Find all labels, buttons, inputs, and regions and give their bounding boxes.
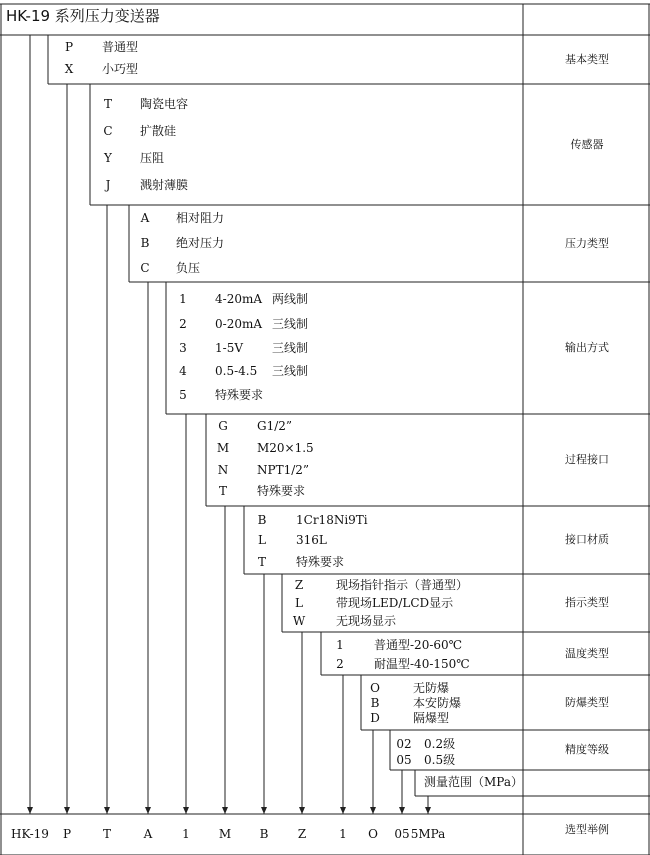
example-code: 5MPa [410, 827, 446, 841]
option-text: 测量范围（MPa） [424, 775, 523, 789]
example-code: O [368, 827, 378, 841]
option-code: O [370, 681, 380, 695]
option-text: 0.5级 [424, 753, 456, 767]
example-code: B [259, 827, 269, 841]
option-text: 耐温型-40-150℃ [374, 657, 470, 671]
option-text: 1-5V [215, 341, 243, 355]
option-code: 2 [336, 657, 344, 671]
connector-arrow [299, 807, 305, 814]
example-code: 1 [339, 827, 347, 841]
section-category-label: 传感器 [570, 137, 604, 151]
option-text: 特殊要求 [296, 555, 345, 569]
option-text: 负压 [176, 261, 201, 275]
option-code: 3 [179, 341, 187, 355]
option-code: 2 [179, 317, 187, 331]
option-text: 陶瓷电容 [140, 97, 189, 111]
option-text: G1/2” [257, 419, 293, 433]
example-code: M [218, 827, 232, 841]
option-note: 三线制 [272, 317, 309, 331]
option-note: 三线制 [272, 341, 309, 355]
option-code: B [370, 696, 380, 710]
option-text: 316L [296, 533, 327, 547]
connector-arrow [145, 807, 151, 814]
option-code: T [257, 555, 266, 569]
connector-arrow [222, 807, 228, 814]
option-code: 5 [179, 388, 187, 402]
option-code: L [295, 596, 303, 610]
option-code: L [258, 533, 266, 547]
option-code: G [218, 419, 228, 433]
option-code: Y [104, 151, 112, 165]
option-code: T [103, 97, 112, 111]
option-text: 0.5-4.5 [215, 364, 258, 378]
option-text: 隔爆型 [413, 711, 450, 725]
option-code: P [64, 40, 74, 54]
connector-arrow [183, 807, 189, 814]
example-code: T [102, 827, 111, 841]
connector-arrow [425, 807, 431, 814]
connector-arrow [104, 807, 110, 814]
example-code: P [62, 827, 72, 841]
example-code: HK-19 [11, 827, 49, 841]
section-category-label: 指示类型 [565, 596, 609, 609]
option-text: 无防爆 [413, 681, 450, 695]
option-text: 压阻 [140, 151, 165, 165]
example-code: 05 [394, 827, 410, 841]
option-text: 特殊要求 [215, 388, 264, 402]
option-code: A [140, 211, 150, 225]
section-category-label: 接口材质 [565, 533, 609, 546]
connector-arrow [261, 807, 267, 814]
option-text: 0-20mA [215, 317, 263, 331]
option-note: 两线制 [272, 292, 309, 306]
example-code: 1 [182, 827, 190, 841]
option-code: N [217, 463, 229, 477]
option-code: M [216, 441, 230, 455]
option-code: T [218, 484, 227, 498]
option-text: 4-20mA [215, 292, 263, 306]
option-code: 02 [396, 737, 412, 751]
connector-arrow [370, 807, 376, 814]
section-category-label: 温度类型 [565, 646, 609, 660]
option-code: Z [294, 578, 304, 592]
option-text: 0.2级 [424, 737, 456, 751]
option-code: J [105, 178, 111, 192]
connector-arrow [64, 807, 70, 814]
connector-arrow [340, 807, 346, 814]
option-text: 绝对压力 [176, 236, 225, 250]
section-category-label: 精度等级 [565, 743, 609, 756]
option-text: 小巧型 [102, 62, 139, 76]
option-code: X [64, 62, 74, 76]
page-title: HK-19 系列压力变送器 [6, 7, 160, 25]
example-code: Z [297, 827, 307, 841]
option-text: 带现场LED/LCD显示 [336, 596, 454, 610]
connector-arrow [27, 807, 33, 814]
option-code: 1 [336, 638, 344, 652]
section-category-label: 压力类型 [565, 236, 609, 250]
section-category-label: 过程接口 [565, 453, 609, 466]
example-label: 选型举例 [565, 823, 609, 836]
option-note: 三线制 [272, 364, 309, 378]
option-code: 05 [396, 753, 412, 767]
option-text: 本安防爆 [413, 696, 462, 710]
option-code: 1 [179, 292, 187, 306]
option-code: 4 [179, 364, 187, 378]
option-text: 普通型-20-60℃ [374, 638, 463, 652]
option-text: M20×1.5 [257, 441, 314, 455]
option-code: B [257, 513, 267, 527]
option-code: C [140, 261, 150, 275]
section-category-label: 防爆类型 [565, 695, 609, 709]
option-text: 普通型 [102, 40, 139, 54]
section-category-label: 输出方式 [565, 341, 609, 354]
option-code: D [370, 711, 380, 725]
option-text: 扩散硅 [140, 124, 177, 138]
connector-arrow [399, 807, 405, 814]
example-code: A [143, 827, 153, 841]
section-category-label: 基本类型 [565, 52, 609, 66]
option-code: B [140, 236, 150, 250]
option-text: 特殊要求 [257, 484, 306, 498]
option-text: 1Cr18Ni9Ti [296, 513, 368, 527]
option-text: 现场指针指示（普通型） [336, 578, 469, 592]
option-text: 溅射薄膜 [140, 178, 189, 192]
option-text: 无现场显示 [336, 614, 397, 628]
option-code: C [103, 124, 113, 138]
option-text: NPT1/2” [257, 463, 310, 477]
option-text: 相对阻力 [176, 211, 225, 225]
option-code: W [292, 614, 306, 628]
